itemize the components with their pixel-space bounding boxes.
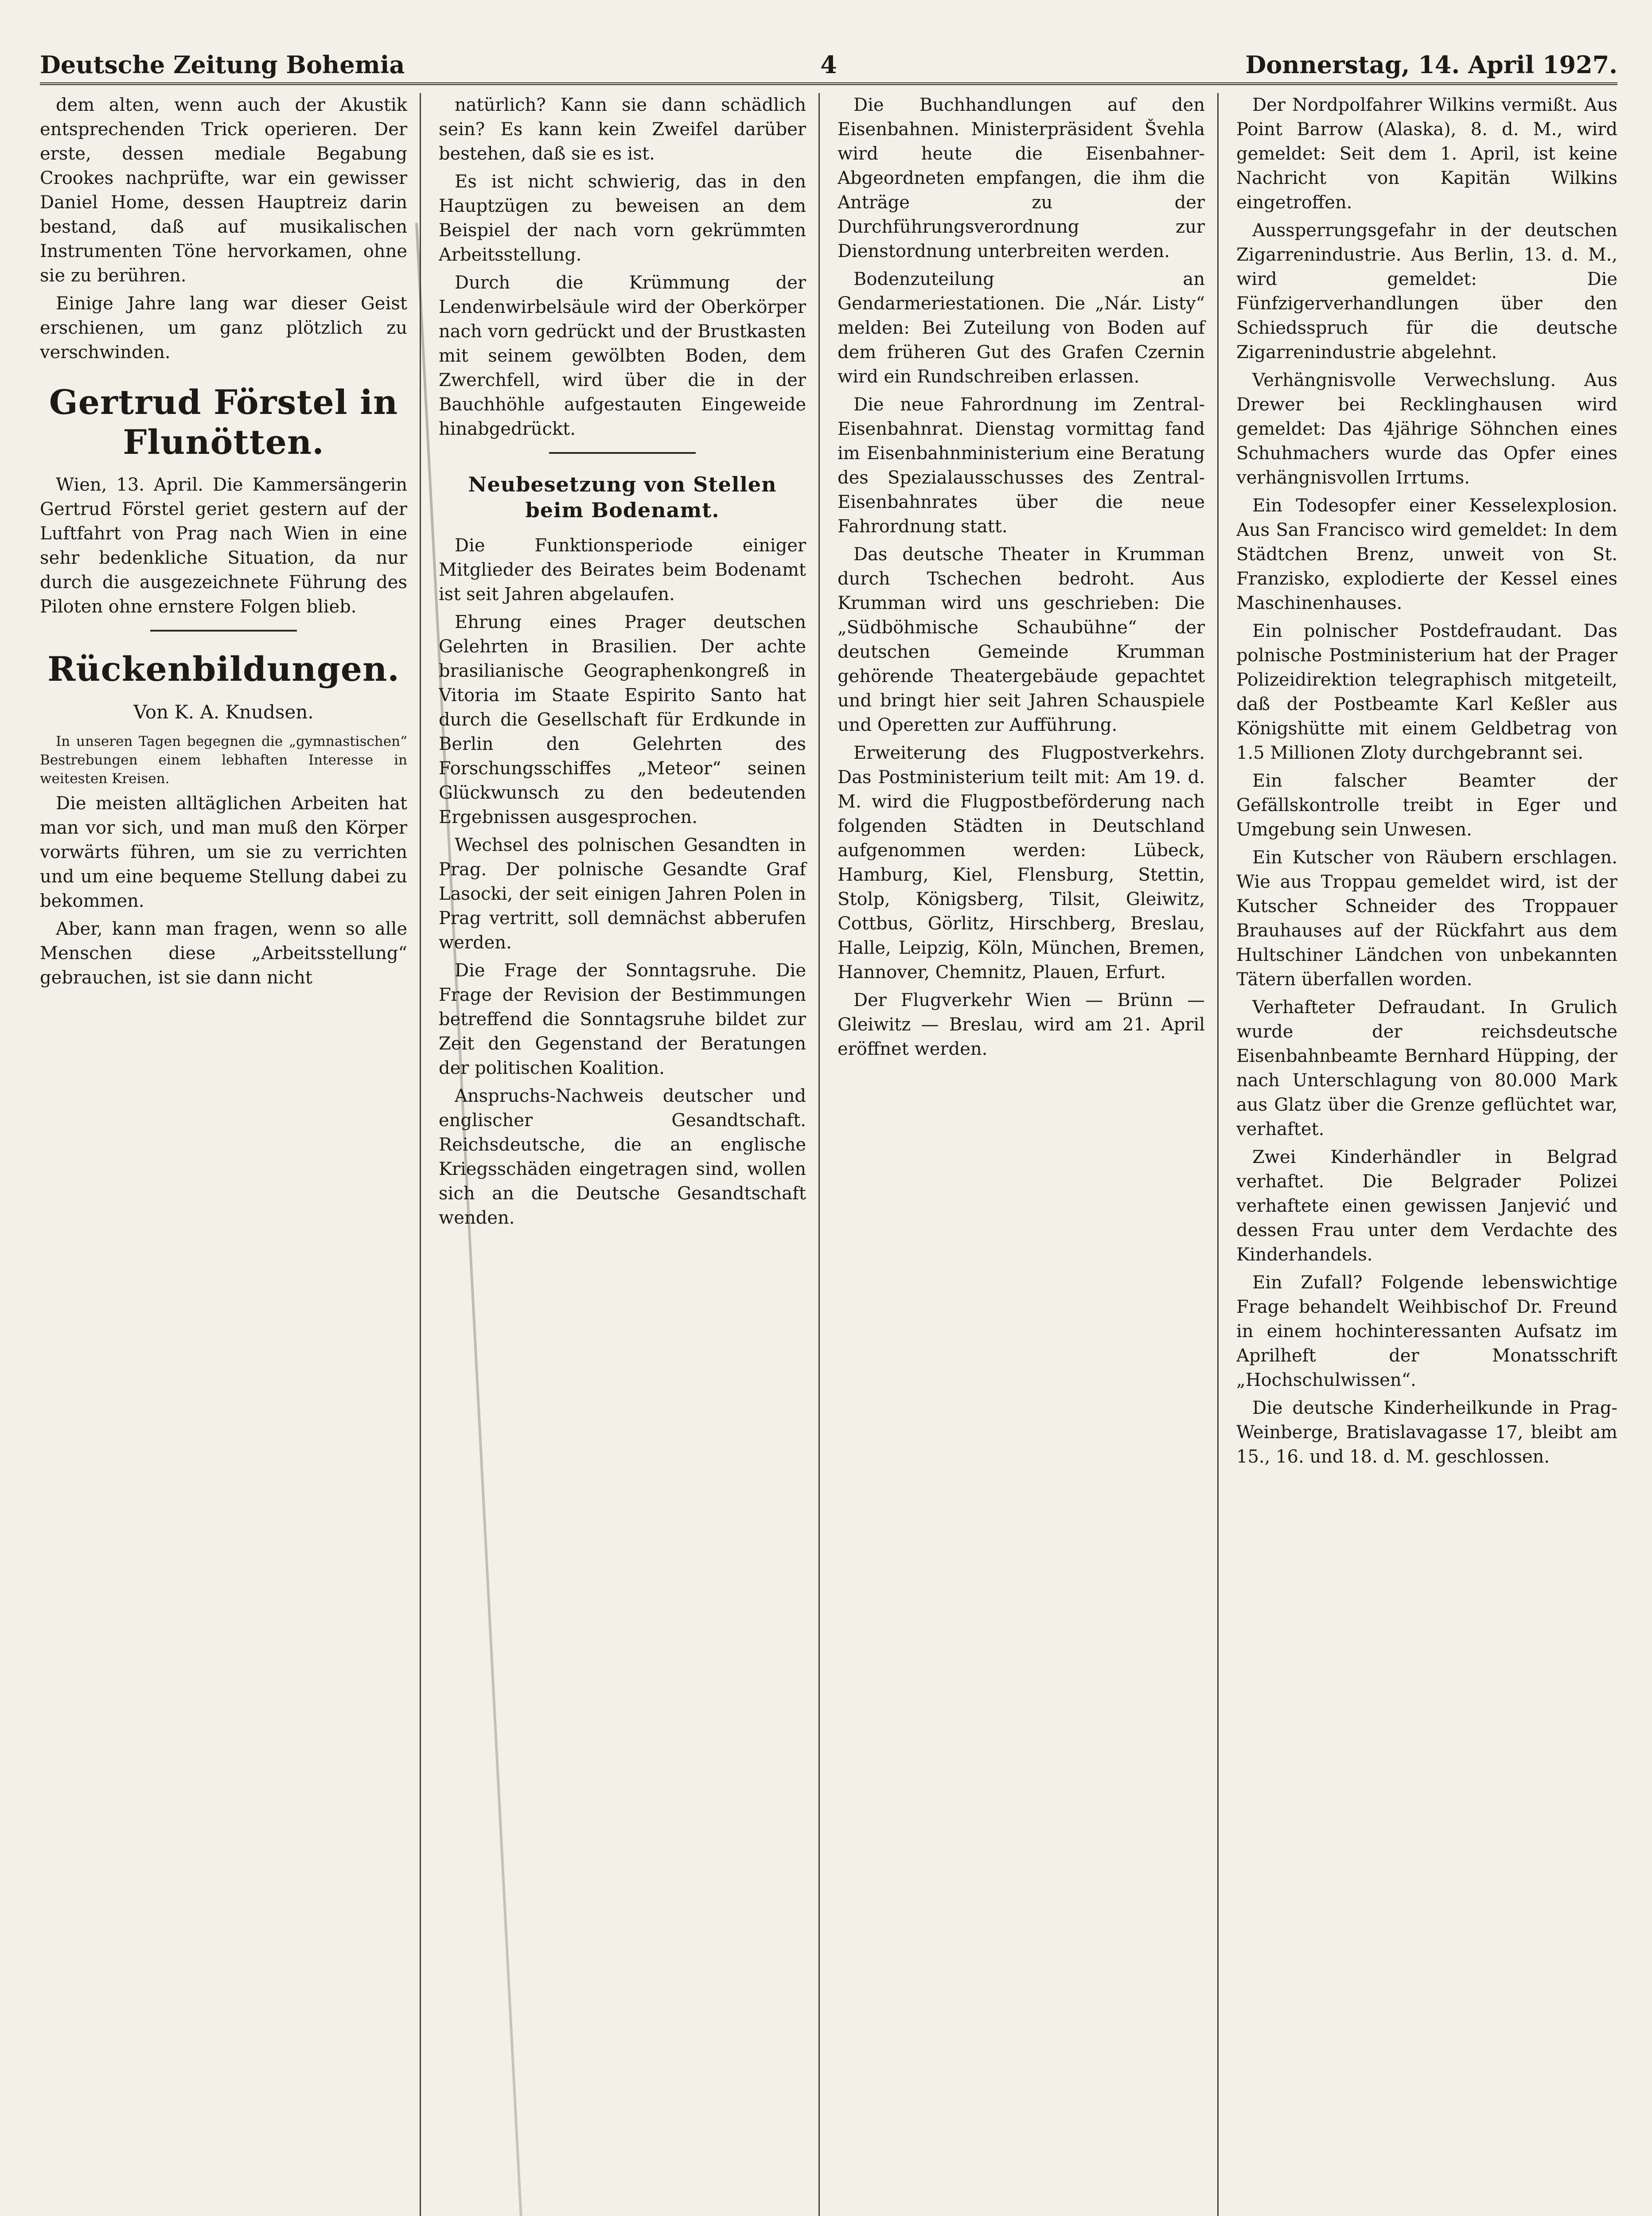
article-text: natürlich? Kann sie dann schädlich sein? Es kann kein Zweifel darüber bestehen, daß sie es ist.: [439, 95, 806, 164]
column-3: [838, 93, 1219, 2216]
article-text: Ein Kutscher von Räubern erschlagen. Wie aus Troppau gemeldet wird, ist der Kutscher Schneider des Troppauer Brauhauses auf der Rückfahrt aus dem Hultschiner Ländchen von unbekannten Tätern überfallen worden.: [1236, 847, 1617, 990]
column-1: [40, 93, 421, 2216]
article-text: dem alten, wenn auch der Akustik entsprechenden Trick operieren. Der erste, dessen mediale Begabung Crookes nachprüfte, war ein gewisser Daniel Home, dessen Hauptreiz darin bestand, daß auf musikalischen Instrumenten Töne hervorkamen, ohne sie zu berühren.: [40, 95, 407, 286]
headline-rueckenbildungen: Rückenbildungen.: [47, 649, 400, 689]
columns: [40, 93, 1617, 2216]
article-text: Die meisten alltäglichen Arbeiten hat man vor sich, und man muß den Körper vorwärts führen, um sie zu verrichten und um eine bequeme Stellung dabei zu bekommen.: [40, 793, 407, 911]
article-text: Einige Jahre lang war dieser Geist erschienen, um ganz plötzlich zu verschwinden.: [40, 293, 407, 363]
article-text: Die Buchhandlungen auf den Eisenbahnen. Ministerpräsident Švehla wird heute die Eisenbahner-Abgeordneten empfangen, die ihm die Anträge zu der Durchführungsverordnung zur Dienstordnung unterbreiten werden.: [838, 95, 1205, 261]
page-number: 4: [820, 51, 837, 79]
article-text: Ein Todesopfer einer Kesselexplosion. Aus San Francisco wird gemeldet: In dem Städtchen Brenz, unweit von St. Franzisko, explodierte der Kessel eines Maschinenhauses.: [1236, 495, 1617, 613]
article-text: Das deutsche Theater in Krumman durch Tschechen bedroht. Aus Krumman wird uns geschrieben: Die „Südböhmische Schaubühne“ der deutschen Gemeinde Krumman gehörende Theatergebäude gepachtet und bringt hier seit Jahren Schauspiele und Operetten zur Aufführung.: [838, 544, 1205, 735]
article-text: Durch die Krümmung der Lendenwirbelsäule wird der Oberkörper nach vorn gedrückt und der Brustkasten mit seinem gewölbten Boden, dem Zwerchfell, wird über die in der Bauchhöhle aufgestauten Eingeweide hinabgedrückt.: [439, 273, 806, 439]
issue-date: Donnerstag, 14. April 1927.: [1245, 51, 1617, 79]
article-text: Verhängnisvolle Verwechslung. Aus Drewer bei Recklinghausen wird gemeldet: Das 4jährige Söhnchen eines Schuhmachers wurde das Opfer eines verhängnisvollen Irrtums.: [1236, 370, 1617, 488]
divider: [150, 630, 297, 632]
newspaper-name: Deutsche Zeitung Bohemia: [40, 51, 405, 79]
divider: [549, 452, 696, 454]
article-text: Anspruchs-Nachweis deutscher und englischer Gesandtschaft. Reichsdeutsche, die an englische Kriegsschäden eingetragen sind, wollen sich an die Deutsche Gesandtschaft wenden.: [439, 1086, 806, 1228]
article-text: Die Frage der Sonntagsruhe. Die Frage der Revision der Bestimmungen betreffend die Sonntagsruhe bildet zur Zeit den Gegenstand der Beratungen der politischen Koalition.: [439, 960, 806, 1078]
article-text: Wien, 13. April. Die Kammersängerin Gertrud Förstel geriet gestern auf der Luftfahrt von Prag nach Wien in eine sehr bedenkliche Situation, da nur durch die ausgezeichnete Führung des Piloten ohne ernstere Folgen blieb.: [40, 475, 407, 617]
article-text: Wechsel des polnischen Gesandten in Prag. Der polnische Gesandte Graf Lasocki, der seit einigen Jahren Polen in Prag vertritt, soll demnächst abberufen werden.: [439, 835, 806, 953]
article-intro: In unseren Tagen begegnen die „gymnastischen“ Bestrebungen einem lebhaften Interesse in weitesten Kreisen.: [40, 733, 407, 787]
headline-bodenamt: Neubesetzung von Stellen beim Bodenamt.: [468, 472, 777, 522]
article-text: Bodenzuteilung an Gendarmeriestationen. Die „Nár. Listy“ melden: Bei Zuteilung von Boden auf dem früheren Gut des Grafen Czernin wird ein Rundschreiben erlassen.: [838, 269, 1205, 387]
article-text: Die Funktionsperiode einiger Mitglieder des Beirates beim Bodenamt ist seit Jahren abgelaufen.: [439, 535, 806, 605]
article-text: Ein falscher Beamter der Gefällskontrolle treibt in Eger und Umgebung sein Unwesen.: [1236, 771, 1617, 840]
byline: Von K. A. Knudsen.: [133, 701, 314, 723]
article-text: Der Flugverkehr Wien — Brünn — Gleiwitz — Breslau, wird am 21. April eröffnet werden.: [838, 990, 1205, 1059]
column-2: [439, 93, 820, 2216]
article-text: Es ist nicht schwierig, das in den Hauptzügen zu beweisen an dem Beispiel der nach vorn gekrümmten Arbeitsstellung.: [439, 172, 806, 265]
article-text: Verhafteter Defraudant. In Grulich wurde der reichsdeutsche Eisenbahnbeamte Bernhard Hüpping, der nach Unterschlagung von 80.000 Mark aus Glatz über die Grenze geflüchtet war, verhaftet.: [1236, 997, 1617, 1139]
article-text: Die neue Fahrordnung im Zentral-Eisenbahnrat. Dienstag vormittag fand im Eisenbahnministerium eine Beratung des Spezialausschusses des Zentral-Eisenbahnrates über die neue Fahrordnung statt.: [838, 394, 1205, 537]
article-text: Zwei Kinderhändler in Belgrad verhaftet. Die Belgrader Polizei verhaftete einen gewissen Janjević und dessen Frau unter dem Verdachte des Kinderhandels.: [1236, 1147, 1617, 1265]
masthead: [40, 44, 1617, 85]
article-text: Ein Zufall? Folgende lebenswichtige Frage behandelt Weihbischof Dr. Freund in einem hochinteressanten Aufsatz im Aprilheft der Monatsschrift „Hochschulwissen“.: [1236, 1272, 1617, 1390]
article-text: Erweiterung des Flugpostverkehrs. Das Postministerium teilt mit: Am 19. d. M. wird die Flugpostbeförderung nach folgenden Städten in Deutschland aufgenommen werden: Lübeck, Hamburg, Kiel, Flensburg, Stettin, Stolp, Königsberg, Tilsit, Gleiwitz, Cottbus, Görlitz, Hirschberg, Breslau, Halle, Leipzig, Köln, München, Bremen, Hannover, Chemnitz, Plauen, Erfurt.: [838, 743, 1205, 983]
article-text: Die deutsche Kinderheilkunde in Prag-Weinberge, Bratislavagasse 17, bleibt am 15., 16. und 18. d. M. geschlossen.: [1236, 1398, 1617, 1467]
article-text: Der Nordpolfahrer Wilkins vermißt. Aus Point Barrow (Alaska), 8. d. M., wird gemeldet: Seit dem 1. April, ist keine Nachricht von Kapitän Wilkins eingetroffen.: [1236, 95, 1617, 213]
article-text: Ein polnischer Postdefraudant. Das polnische Postministerium hat der Prager Polizeidirektion telegraphisch mitgeteilt, daß der Postbeamte Karl Keßler aus Königshütte mit einem Geldbetrag von 1.5 Millionen Zloty durchgebrannt sei.: [1236, 621, 1617, 763]
column-4: [1236, 93, 1617, 2216]
headline-foerstel: Gertrud Förstel in Flunötten.: [49, 382, 398, 462]
article-text: Aber, kann man fragen, wenn so alle Menschen diese „Arbeitsstellung“ gebrauchen, ist sie dann nicht: [40, 919, 407, 988]
article-text: Aussperrungsgefahr in der deutschen Zigarrenindustrie. Aus Berlin, 13. d. M., wird gemeldet: Die Fünfzigerverhandlungen über den Schiedsspruch für die deutsche Zigarrenindustrie abgelehnt.: [1236, 220, 1617, 363]
article-text: Ehrung eines Prager deutschen Gelehrten in Brasilien. Der achte brasilianische Geographenkongreß in Vitoria im Staate Espirito Santo hat durch die Gesellschaft für Erdkunde in Berlin den Gelehrten des Forschungsschiffes „Meteor“ seinen Glückwunsch zu den bedeutenden Ergebnissen ausgesprochen.: [439, 612, 806, 827]
